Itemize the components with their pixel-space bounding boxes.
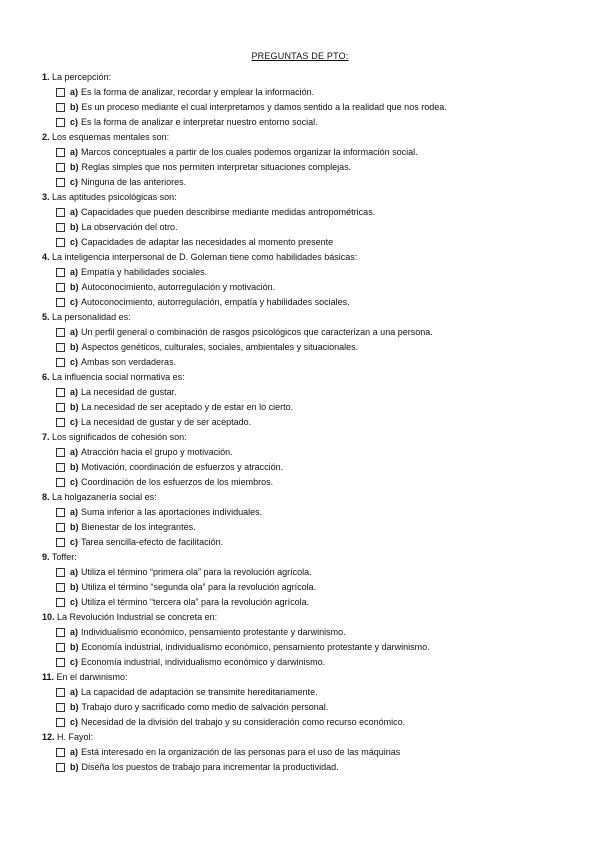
option-text: Capacidades de adaptar las necesidades al momento presente xyxy=(81,237,334,247)
question-text: La influencia social normativa es: xyxy=(52,372,185,382)
option-letter: b) xyxy=(70,222,79,232)
option-text: Tarea sencilla-efecto de facilitación. xyxy=(81,537,224,547)
answer-option[interactable] xyxy=(42,625,562,640)
answer-option[interactable] xyxy=(42,355,562,370)
option-letter: c) xyxy=(70,297,79,307)
option-text: La necesidad de gustar. xyxy=(81,387,177,397)
option-letter: c) xyxy=(70,657,79,667)
checkbox[interactable] xyxy=(56,463,65,472)
question-7 xyxy=(42,430,562,490)
answer-option[interactable] xyxy=(42,115,562,130)
checkbox[interactable] xyxy=(56,268,65,277)
checkbox[interactable] xyxy=(56,508,65,517)
option-text: Marcos conceptuales a partir de los cuales podemos organizar la información social. xyxy=(81,147,418,157)
option-text: La capacidad de adaptación se transmite hereditariamente. xyxy=(81,687,318,697)
checkbox[interactable] xyxy=(56,358,65,367)
question-list xyxy=(42,70,562,775)
answer-option[interactable] xyxy=(42,760,562,775)
option-letter: b) xyxy=(70,522,79,532)
answer-option[interactable] xyxy=(42,520,562,535)
option-text: Un perfil general o combinación de rasgos psicológicos que caracterizan a una persona. xyxy=(81,327,433,337)
checkbox[interactable] xyxy=(56,718,65,727)
option-letter: b) xyxy=(70,342,79,352)
option-letter: c) xyxy=(70,237,79,247)
checkbox[interactable] xyxy=(56,223,65,232)
option-letter: b) xyxy=(70,702,79,712)
checkbox[interactable] xyxy=(56,418,65,427)
answer-option[interactable] xyxy=(42,295,562,310)
question-number: 6. xyxy=(42,372,50,382)
answer-option[interactable] xyxy=(42,175,562,190)
question-title xyxy=(42,730,562,745)
question-title xyxy=(42,370,562,385)
checkbox[interactable] xyxy=(56,538,65,547)
option-letter: c) xyxy=(70,177,79,187)
question-text: Las aptitudes psicológicas son: xyxy=(52,192,177,202)
answer-option[interactable] xyxy=(42,220,562,235)
answer-option[interactable] xyxy=(42,160,562,175)
checkbox[interactable] xyxy=(56,403,65,412)
question-title xyxy=(42,610,562,625)
question-title xyxy=(42,670,562,685)
question-8 xyxy=(42,490,562,550)
option-text: Es la forma de analizar, recordar y emplear la información. xyxy=(81,87,315,97)
option-letter: a) xyxy=(70,207,79,217)
option-letter: c) xyxy=(70,477,79,487)
option-letter: a) xyxy=(70,507,79,517)
question-title xyxy=(42,70,562,85)
question-number: 4. xyxy=(42,252,50,262)
question-text: Los esquemas mentales son: xyxy=(52,132,170,142)
option-letter: a) xyxy=(70,87,79,97)
answer-option[interactable] xyxy=(42,415,562,430)
option-letter: b) xyxy=(70,102,79,112)
answer-option[interactable] xyxy=(42,145,562,160)
option-letter: c) xyxy=(70,597,79,607)
option-text: Ninguna de las anteriores. xyxy=(81,177,187,187)
checkbox[interactable] xyxy=(56,238,65,247)
checkbox[interactable] xyxy=(56,688,65,697)
answer-option[interactable] xyxy=(42,685,562,700)
option-text: Motivación, coordinación de esfuerzos y atracción. xyxy=(81,462,284,472)
option-letter: c) xyxy=(70,117,79,127)
question-3 xyxy=(42,190,562,250)
checkbox[interactable] xyxy=(56,658,65,667)
option-letter: c) xyxy=(70,357,79,367)
answer-option[interactable] xyxy=(42,205,562,220)
option-text: Capacidades que pueden describirse mediante medidas antropométricas. xyxy=(81,207,376,217)
question-text: Los significados de cohesión son: xyxy=(52,432,187,442)
question-title xyxy=(42,310,562,325)
question-title xyxy=(42,250,562,265)
option-letter: b) xyxy=(70,762,79,772)
document-title: PREGUNTAS DE PTO: xyxy=(251,51,349,61)
answer-option[interactable] xyxy=(42,340,562,355)
question-number: 10. xyxy=(42,612,55,622)
option-letter: c) xyxy=(70,537,79,547)
option-text: Economía industrial, individualismo económico, pensamiento protestante y darwinismo. xyxy=(81,642,430,652)
option-text: Atracción hacia el grupo y motivación. xyxy=(81,447,233,457)
answer-option[interactable] xyxy=(42,445,562,460)
answer-option[interactable] xyxy=(42,385,562,400)
option-letter: a) xyxy=(70,687,79,697)
question-title xyxy=(42,430,562,445)
question-number: 11. xyxy=(42,672,55,682)
option-text: Autoconocimiento, autorregulación, empatía y habilidades sociales. xyxy=(81,297,350,307)
checkbox[interactable] xyxy=(56,643,65,652)
option-letter: b) xyxy=(70,642,79,652)
question-6 xyxy=(42,370,562,430)
answer-option[interactable] xyxy=(42,505,562,520)
question-number: 5. xyxy=(42,312,50,322)
option-letter: a) xyxy=(70,567,79,577)
option-letter: b) xyxy=(70,582,79,592)
answer-option[interactable] xyxy=(42,655,562,670)
option-text: Aspectos genéticos, culturales, sociales, ambientales y situacionales. xyxy=(81,342,359,352)
checkbox[interactable] xyxy=(56,163,65,172)
checkbox[interactable] xyxy=(56,148,65,157)
answer-option[interactable] xyxy=(42,400,562,415)
question-9 xyxy=(42,550,562,610)
answer-option[interactable] xyxy=(42,535,562,550)
question-number: 3. xyxy=(42,192,50,202)
answer-option[interactable] xyxy=(42,280,562,295)
option-letter: a) xyxy=(70,627,79,637)
option-text: Empatía y habilidades sociales. xyxy=(81,267,208,277)
option-text: Individualismo económico, pensamiento protestante y darwinismo. xyxy=(81,627,346,637)
checkbox[interactable] xyxy=(56,748,65,757)
option-letter: b) xyxy=(70,462,79,472)
option-letter: a) xyxy=(70,147,79,157)
question-text: La holgazanería social es: xyxy=(52,492,157,502)
option-text: Trabajo duro y sacrificado como medio de salvación personal. xyxy=(81,702,329,712)
answer-option[interactable] xyxy=(42,715,562,730)
option-letter: a) xyxy=(70,267,79,277)
answer-option[interactable] xyxy=(42,85,562,100)
option-text: Es un proceso mediante el cual interpretamos y damos sentido a la realidad que nos rodea. xyxy=(81,102,447,112)
question-title xyxy=(42,190,562,205)
checkbox[interactable] xyxy=(56,343,65,352)
option-text: La necesidad de ser aceptado y de estar en lo cierto. xyxy=(81,402,294,412)
answer-option[interactable] xyxy=(42,100,562,115)
question-1 xyxy=(42,70,562,130)
checkbox[interactable] xyxy=(56,583,65,592)
option-letter: a) xyxy=(70,447,79,457)
option-text: Suma inferior a las aportaciones individuales. xyxy=(81,507,263,517)
question-number: 12. xyxy=(42,732,55,742)
answer-option[interactable] xyxy=(42,580,562,595)
option-text: Bienestar de los integrantes. xyxy=(81,522,196,532)
question-title xyxy=(42,130,562,145)
option-text: Utiliza el término “primera ola” para la revolución agrícola. xyxy=(81,567,312,577)
answer-option[interactable] xyxy=(42,265,562,280)
answer-option[interactable] xyxy=(42,700,562,715)
option-text: Coordinación de los esfuerzos de los miembros. xyxy=(81,477,274,487)
question-number: 2. xyxy=(42,132,50,142)
question-number: 9. xyxy=(42,552,50,562)
checkbox[interactable] xyxy=(56,208,65,217)
question-number: 8. xyxy=(42,492,50,502)
checkbox[interactable] xyxy=(56,703,65,712)
question-text: En el darwinismo: xyxy=(56,672,128,682)
option-text: Necesidad de la división del trabajo y su consideración como recurso económico. xyxy=(81,717,406,727)
question-4 xyxy=(42,250,562,310)
answer-option[interactable] xyxy=(42,235,562,250)
option-text: Autoconocimiento, autorregulación y motivación. xyxy=(81,282,276,292)
question-5 xyxy=(42,310,562,370)
answer-option[interactable] xyxy=(42,595,562,610)
question-title xyxy=(42,490,562,505)
checkbox[interactable] xyxy=(56,298,65,307)
answer-option[interactable] xyxy=(42,565,562,580)
question-text: La percepción: xyxy=(52,72,112,82)
option-letter: a) xyxy=(70,387,79,397)
checkbox[interactable] xyxy=(56,103,65,112)
option-text: Reglas simples que nos permiten interpretar situaciones complejas. xyxy=(81,162,352,172)
question-text: Toffer: xyxy=(51,552,77,562)
checkbox[interactable] xyxy=(56,598,65,607)
answer-option[interactable] xyxy=(42,460,562,475)
checkbox[interactable] xyxy=(56,763,65,772)
question-text: La inteligencia interpersonal de D. Goleman tiene como habilidades básicas: xyxy=(52,252,358,262)
checkbox[interactable] xyxy=(56,628,65,637)
option-letter: b) xyxy=(70,282,79,292)
checkbox[interactable] xyxy=(56,328,65,337)
checkbox[interactable] xyxy=(56,478,65,487)
question-10 xyxy=(42,610,562,670)
option-letter: c) xyxy=(70,717,79,727)
checkbox[interactable] xyxy=(56,178,65,187)
option-letter: a) xyxy=(70,747,79,757)
checkbox[interactable] xyxy=(56,523,65,532)
checkbox[interactable] xyxy=(56,283,65,292)
checkbox[interactable] xyxy=(56,388,65,397)
option-letter: c) xyxy=(70,417,79,427)
question-11 xyxy=(42,670,562,730)
option-text: La observación del otro. xyxy=(81,222,178,232)
answer-option[interactable] xyxy=(42,325,562,340)
checkbox[interactable] xyxy=(56,118,65,127)
option-text: Diseña los puestos de trabajo para incrementar la productividad. xyxy=(81,762,339,772)
option-text: Ambas son verdaderas. xyxy=(81,357,177,367)
option-text: Está interesado en la organización de las personas para el uso de las máquinas xyxy=(81,747,401,757)
option-text: Economía industrial, individualismo económico y darwinismo. xyxy=(81,657,326,667)
question-text: La Revolución Industrial se concreta en: xyxy=(57,612,218,622)
answer-option[interactable] xyxy=(42,640,562,655)
question-number: 7. xyxy=(42,432,50,442)
option-letter: a) xyxy=(70,327,79,337)
checkbox[interactable] xyxy=(56,88,65,97)
option-text: Utiliza el término “tercera ola” para la revolución agrícola. xyxy=(81,597,310,607)
question-number: 1. xyxy=(42,72,50,82)
question-text: H. Fayol: xyxy=(57,732,94,742)
question-12 xyxy=(42,730,562,775)
option-text: Es la forma de analizar e interpretar nuestro entorno social. xyxy=(81,117,318,127)
option-letter: b) xyxy=(70,162,79,172)
answer-option[interactable] xyxy=(42,475,562,490)
question-text: La personalidad es: xyxy=(52,312,131,322)
question-2 xyxy=(42,130,562,190)
question-title xyxy=(42,550,562,565)
option-letter: b) xyxy=(70,402,79,412)
checkbox[interactable] xyxy=(56,568,65,577)
option-text: La necesidad de gustar y de ser aceptado. xyxy=(81,417,252,427)
answer-option[interactable] xyxy=(42,745,562,760)
checkbox[interactable] xyxy=(56,448,65,457)
option-text: Utiliza el término “segunda ola” para la revolución agrícola. xyxy=(81,582,317,592)
